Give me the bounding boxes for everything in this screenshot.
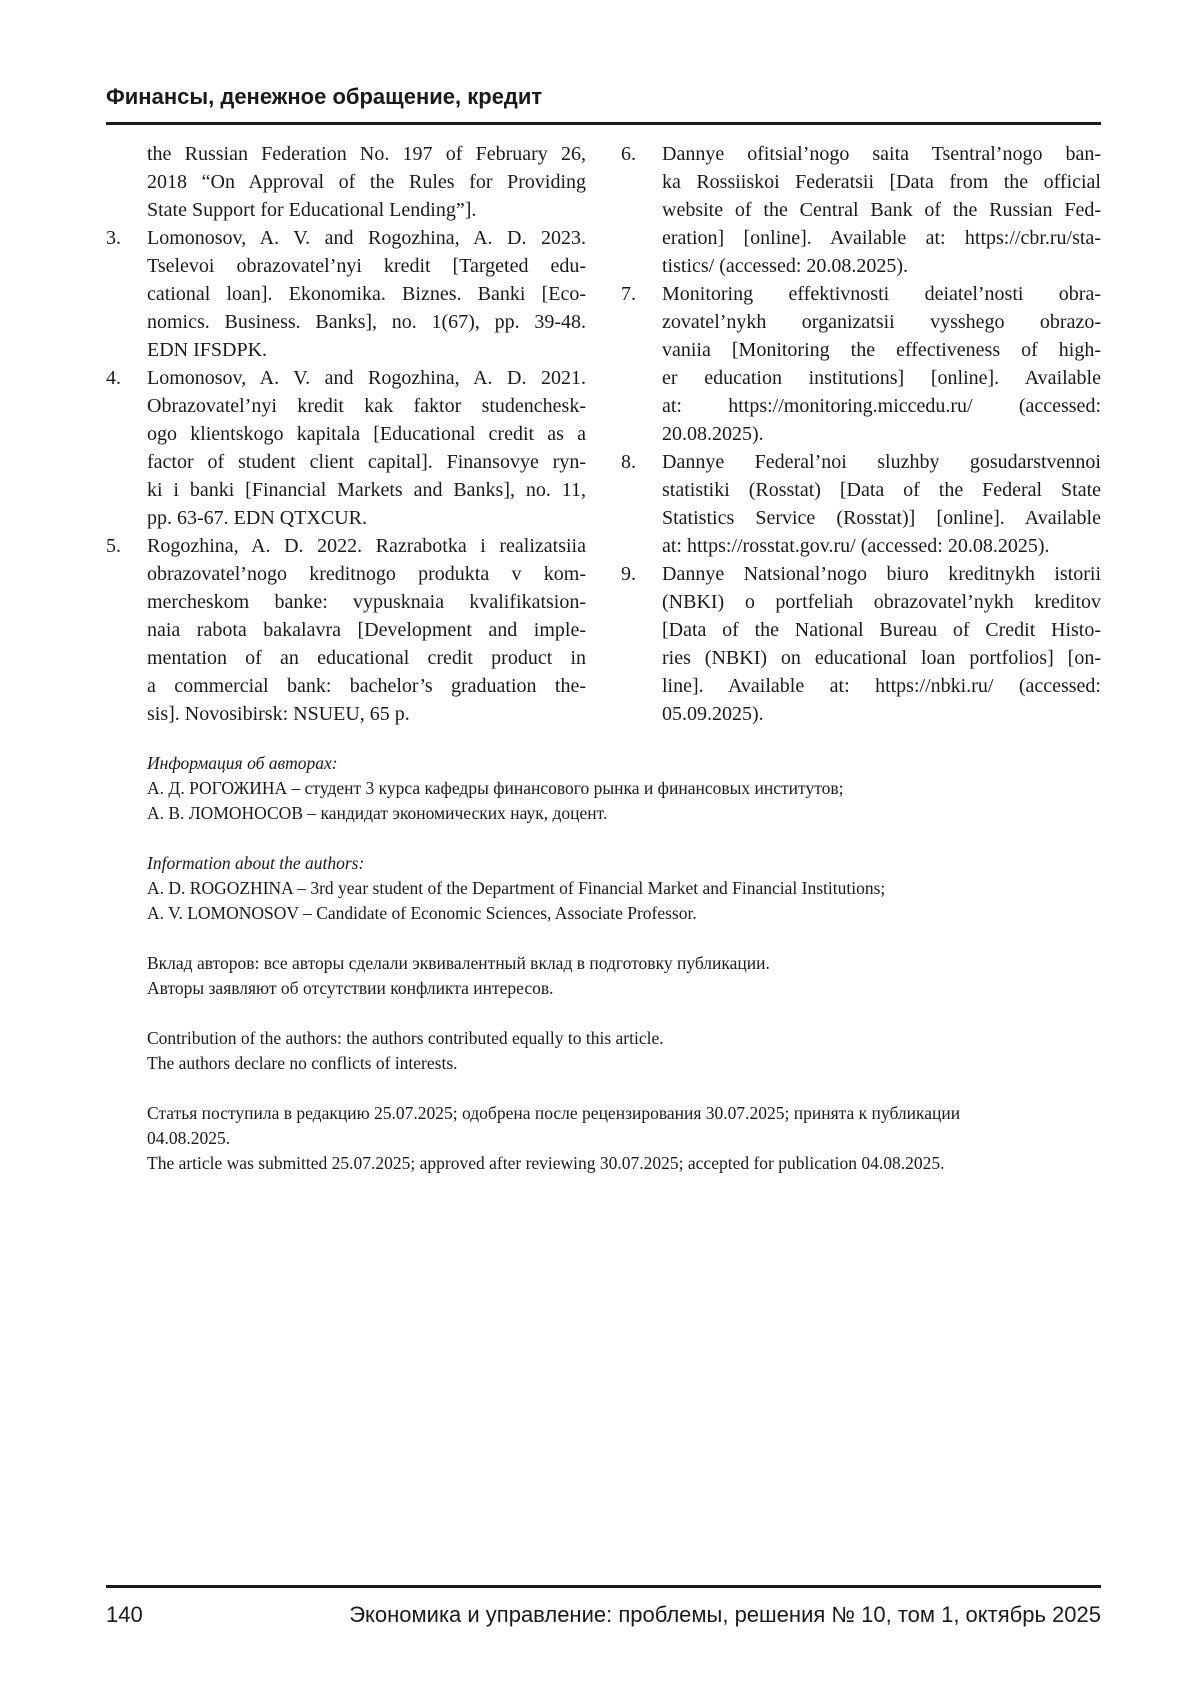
reference-line: Rogozhina, A. D. 2022. Razrabotka i realizatsiia [147, 532, 586, 560]
reference-line: Lomonosov, A. V. and Rogozhina, A. D. 2023. [147, 224, 586, 252]
dates-en-line: The article was submitted 25.07.2025; approved after reviewing 30.07.2025; accepted for publication 04.08.2025. [147, 1151, 1107, 1176]
contribution-line: Вклад авторов: все авторы сделали эквивалентный вклад в подготовку публикации. [147, 951, 1107, 976]
conflict-line: Авторы заявляют об отсутствии конфликта интересов. [147, 976, 1107, 1001]
reference-line: naia rabota bakalavra [Development and imple- [147, 616, 586, 644]
reference-line: Dannye ofitsial’nogo saita Tsentral’nogo ban- [662, 140, 1101, 168]
reference-line: Statistics Service (Rosstat)] [online]. Available [662, 504, 1101, 532]
reference-line: ries (NBKI) on educational loan portfolios] [on- [662, 644, 1101, 672]
reference-number: 6. [621, 140, 636, 168]
reference-line: pp. 63-67. EDN QTXCUR. [147, 504, 586, 532]
reference-number: 7. [621, 280, 636, 308]
dates-ru-line: Статья поступила в редакцию 25.07.2025; одобрена после рецензирования 30.07.2025; принята к публикации [147, 1101, 1107, 1126]
page-number: 140 [106, 1602, 143, 1628]
contribution-ru [147, 951, 1107, 1001]
reference-item [621, 140, 1101, 280]
reference-line: a commercial bank: bachelor’s graduation the- [147, 672, 586, 700]
reference-line: obrazovatel’nogo kreditnogo produkta v kom- [147, 560, 586, 588]
reference-line: Dannye Natsional’nogo biuro kreditnykh istorii [662, 560, 1101, 588]
reference-line: Monitoring effektivnosti deiatel’nosti obra- [662, 280, 1101, 308]
reference-line: tistics/ (accessed: 20.08.2025). [662, 252, 1101, 280]
reference-line: sis]. Novosibirsk: NSUEU, 65 p. [147, 700, 586, 728]
reference-line: Dannye Federal’noi sluzhby gosudarstvennoi [662, 448, 1101, 476]
reference-line: website of the Central Bank of the Russian Fed- [662, 196, 1101, 224]
reference-number: 5. [106, 532, 121, 560]
reference-line: the Russian Federation No. 197 of February 26, [147, 140, 586, 168]
reference-line: 05.09.2025). [662, 700, 1101, 728]
reference-continuation [106, 140, 586, 224]
reference-line: ki i banki [Financial Markets and Banks], no. 11, [147, 476, 586, 504]
reference-line: 20.08.2025). [662, 420, 1101, 448]
reference-line: State Support for Educational Lending”]. [147, 196, 586, 224]
reference-line: at: https://monitoring.miccedu.ru/ (accessed: [662, 392, 1101, 420]
reference-line: factor of student client capital]. Finansovye ryn- [147, 448, 586, 476]
journal-title: Экономика и управление: проблемы, решения № 10, том 1, октябрь 2025 [349, 1602, 1101, 1628]
reference-line: [Data of the National Bureau of Credit Histo- [662, 616, 1101, 644]
reference-line: vaniia [Monitoring the effectiveness of high- [662, 336, 1101, 364]
dates-ru-line: 04.08.2025. [147, 1126, 1107, 1151]
reference-item [106, 364, 586, 532]
left-column [106, 140, 586, 728]
authors-en [147, 851, 1107, 926]
reference-line: Obrazovatel’nyi kredit kak faktor studenchesk- [147, 392, 586, 420]
right-column [621, 140, 1101, 728]
reference-line: mercheskom banke: vypusknaia kvalifikatsion- [147, 588, 586, 616]
article-info [147, 751, 1107, 1201]
reference-line: zovatel’nykh organizatsii vysshego obrazo- [662, 308, 1101, 336]
reference-item [106, 224, 586, 364]
reference-line: statistiki (Rosstat) [Data of the Federal State [662, 476, 1101, 504]
reference-line: 2018 “On Approval of the Rules for Providing [147, 168, 586, 196]
reference-line: cational loan]. Ekonomika. Biznes. Banki [Eco- [147, 280, 586, 308]
contribution-line: Contribution of the authors: the authors contributed equally to this article. [147, 1026, 1107, 1051]
reference-line: at: https://rosstat.gov.ru/ (accessed: 20.08.2025). [662, 532, 1101, 560]
author-line: A. V. LOMONOSOV – Candidate of Economic Sciences, Associate Professor. [147, 901, 1107, 926]
authors-ru-title: Информация об авторах: [147, 751, 1107, 776]
author-line: А. Д. РОГОЖИНА – студент 3 курса кафедры финансового рынка и финансовых институтов; [147, 776, 1107, 801]
conflict-line: The authors declare no conflicts of interests. [147, 1051, 1107, 1076]
footer-rule [106, 1585, 1101, 1588]
reference-number: 9. [621, 560, 636, 588]
reference-line: ka Rossiiskoi Federatsii [Data from the official [662, 168, 1101, 196]
reference-line: line]. Available at: https://nbki.ru/ (accessed: [662, 672, 1101, 700]
reference-line: Lomonosov, A. V. and Rogozhina, A. D. 2021. [147, 364, 586, 392]
section-title: Финансы, денежное обращение, кредит [106, 84, 542, 110]
authors-en-title: Information about the authors: [147, 851, 1107, 876]
authors-ru [147, 751, 1107, 826]
reference-line: Tselevoi obrazovatel’nyi kredit [Targeted edu- [147, 252, 586, 280]
reference-line: er education institutions] [online]. Available [662, 364, 1101, 392]
header-rule [106, 122, 1101, 125]
reference-number: 3. [106, 224, 121, 252]
reference-number: 8. [621, 448, 636, 476]
contribution-en [147, 1026, 1107, 1076]
reference-item [106, 532, 586, 728]
reference-line: ogo klientskogo kapitala [Educational credit as a [147, 420, 586, 448]
reference-item [621, 280, 1101, 448]
reference-item [621, 560, 1101, 728]
reference-line: nomics. Business. Banks], no. 1(67), pp. 39-48. [147, 308, 586, 336]
reference-line: (NBKI) o portfeliah obrazovatel’nykh kreditov [662, 588, 1101, 616]
article-dates [147, 1101, 1107, 1176]
author-line: А. В. ЛОМОНОСОВ – кандидат экономических наук, доцент. [147, 801, 1107, 826]
reference-line: EDN IFSDPK. [147, 336, 586, 364]
reference-line: eration] [online]. Available at: https://cbr.ru/sta- [662, 224, 1101, 252]
author-line: A. D. ROGOZHINA – 3rd year student of the Department of Financial Market and Financial Institutions; [147, 876, 1107, 901]
reference-number: 4. [106, 364, 121, 392]
reference-item [621, 448, 1101, 560]
reference-line: mentation of an educational credit product in [147, 644, 586, 672]
